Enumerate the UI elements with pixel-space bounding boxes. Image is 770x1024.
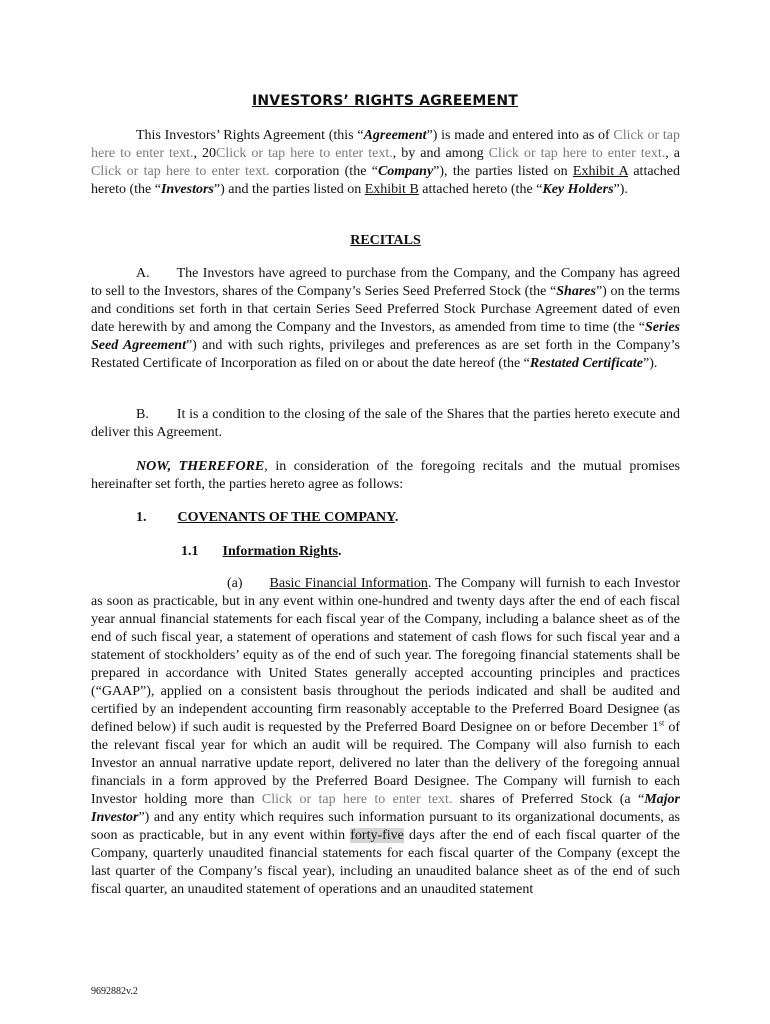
- document-footer-id: 9692882v.2: [91, 986, 138, 997]
- company-name-placeholder-field[interactable]: Click or tap here to enter text.: [488, 146, 666, 161]
- now-therefore-lead: NOW, THEREFORE: [136, 459, 265, 474]
- section-1-1-a-paragraph: (a) Basic Financial Information. The Company will furnish to each Investor as soon as practicable, but in any event within one-hundred and twenty days after the end of each fiscal year annual financial statements for each fiscal year of the Company, including a balance sheet as of the end of such fiscal year, a statement of operations and statement of cash flows for such fiscal year and a statement of stockholders’ equity as of the end of such year. The foregoing financial statements shall be prepared in accordance with United States generally accepted accounting principles and practices (“GAAP”), applied on a consistent basis throughout the periods indicated and shall be audited and certified by an independent accounting firm reasonably acceptable to the Preferred Board Designee (as defined below) if such audit is requested by the Preferred Board Designee on or before December 1st of the relevant fiscal year for which an audit will be required. The Company will also furnish to each Investor an annual narrative update report, delivered no later than the delivery of the foregoing annual financials in a form approved by the Preferred Board Designee. The Company will furnish to each Investor holding more than Click or tap here to enter text. shares of Preferred Stock (a “Major Investor”) and any entity which requires such information pursuant to its organizational documents, as soon as practicable, but in any event within forty-five days after the end of each fiscal quarter of the Company, quarterly unaudited financial statements for each fiscal quarter of the Company (except the last quarter of the Company’s fiscal year), including an unaudited balance sheet as of the end of such fiscal quarter, an unaudited statement of operations and an unaudited statement: [91, 576, 680, 897]
- defined-term-shares: Shares: [556, 284, 596, 299]
- state-placeholder-field[interactable]: Click or tap here to enter text.: [91, 164, 270, 179]
- section-1-1-a-label: (a): [227, 576, 243, 591]
- section-1-heading: 1. COVENANTS OF THE COMPANY.: [136, 510, 399, 525]
- defined-term-major-investor: Major Investor: [91, 792, 680, 825]
- recital-a-paragraph: A. The Investors have agreed to purchase from the Company, and the Company has agreed to sell to the Investors, shares of the Company’s Series Seed Preferred Stock (the “Shares”) on the terms and conditions set forth in that certain Series Seed Preferred Stock Purchase Agreement dated of even date herewith by and among the Company and the Investors, as amended from time to time (the “Series Seed Agreement”) and with such rights, privileges and preferences as are set forth in the Company’s Restated Certificate of Incorporation as filed on or about the date hereof (the “Restated Certificate”).: [91, 266, 681, 371]
- document-title: INVESTORS’ RIGHTS AGREEMENT: [251, 93, 518, 109]
- exhibit-a-reference: Exhibit A: [572, 164, 629, 179]
- recital-b-label: B.: [136, 407, 149, 422]
- section-1-number: 1.: [136, 510, 147, 525]
- defined-term-key-holders: Key Holders: [542, 182, 614, 197]
- defined-term-company: Company: [377, 164, 434, 179]
- year-placeholder-field[interactable]: Click or tap here to enter text.: [216, 146, 393, 161]
- section-1-1-heading: 1.1 Information Rights.: [181, 544, 342, 559]
- recital-b-paragraph: B. It is a condition to the closing of the sale of the Shares that the parties hereto execute and deliver this Agreement.: [91, 407, 680, 440]
- highlighted-text-forty-five[interactable]: forty-five: [350, 828, 404, 843]
- defined-term-series-seed-agreement: Series Seed Agreement: [91, 320, 680, 353]
- recitals-heading: RECITALS: [350, 233, 421, 248]
- section-1-1-number: 1.1: [181, 544, 199, 559]
- section-1-1-a-heading: Basic Financial Information: [269, 576, 428, 591]
- section-1-1-title: Information Rights: [222, 544, 339, 559]
- defined-term-restated-certificate: Restated Certificate: [529, 356, 644, 371]
- defined-term-agreement: Agreement: [363, 128, 427, 143]
- date-placeholder-field[interactable]: Click or tap here to enter text.: [91, 128, 680, 161]
- exhibit-b-reference: Exhibit B: [364, 182, 419, 197]
- share-threshold-placeholder-field[interactable]: Click or tap here to enter text.: [261, 792, 453, 807]
- section-1-title: COVENANTS OF THE COMPANY: [177, 510, 395, 525]
- defined-term-investors: Investors: [160, 182, 214, 197]
- intro-paragraph: This Investors’ Rights Agreement (this “Agreement”) is made and entered into as of Click or tap here to enter text., 20Click or tap here to enter text., by and among Click or tap here to enter text., a Click or tap here to enter text. corporation (the “Company”), the parties listed on Exhibit A attached hereto (the “Investors”) and the parties listed on Exhibit B attached hereto (the “Key Holders”).: [91, 128, 680, 197]
- now-therefore-paragraph: NOW, THEREFORE, in consideration of the foregoing recitals and the mutual promises hereinafter set forth, the parties hereto agree as follows:: [91, 459, 680, 492]
- recital-a-label: A.: [136, 266, 150, 281]
